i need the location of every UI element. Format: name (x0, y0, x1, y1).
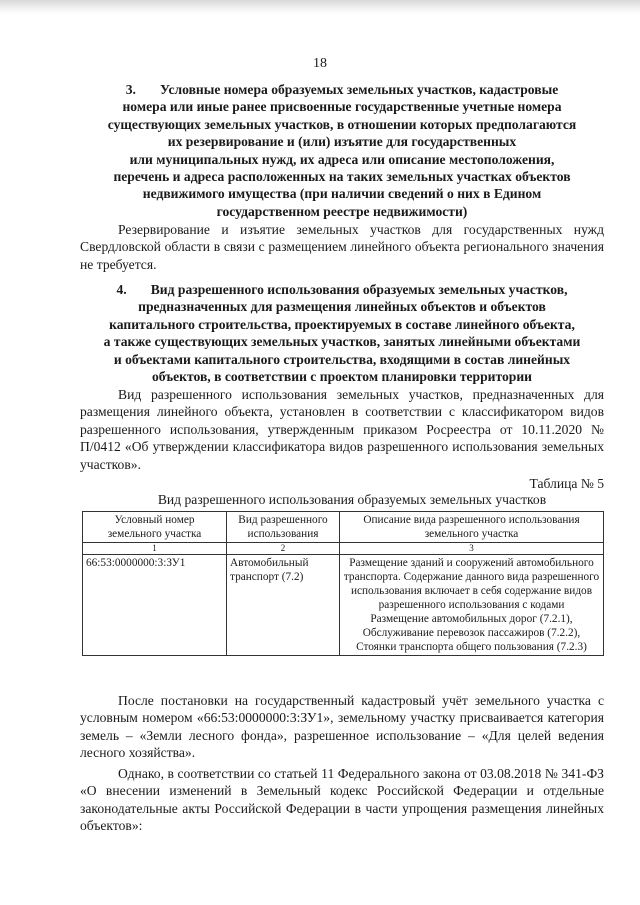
section-4-title-line: Вид разрешенного использования образуемых земельных участков, (150, 282, 568, 297)
page-number: 18 (313, 56, 327, 71)
table-column-number: 3 (340, 543, 604, 555)
section-4-title-line: объектов, в соответствии с проектом планировки территории (151, 369, 533, 385)
section-3-title-line: номера или иные ранее присвоенные государственные учетные номера (122, 99, 562, 115)
table-column-number: 2 (227, 543, 340, 555)
table-column-number-row (83, 543, 604, 555)
section-3-number: 3. (125, 82, 136, 97)
table-column-number: 1 (83, 543, 227, 555)
table-description-line: Стоянки транспорта общего пользования (7.2.3) (356, 641, 587, 653)
section-3-heading (80, 81, 604, 220)
table-header-cell: Описание вида разрешенного использования земельного участка (340, 512, 604, 543)
section-4-number: 4. (116, 282, 127, 297)
section-4-title-line: а также существующих земельных участков, занятых линейными объектами (103, 334, 581, 350)
table-label: Таблица № 5 (529, 476, 604, 491)
section-3-title-line: государственном реестре недвижимости) (216, 203, 468, 219)
land-use-table (82, 511, 604, 656)
table-header-cell: Вид разрешенного использования (227, 512, 340, 543)
section-3-title-line: или муниципальных нужд, их адреса или описание местоположения, (129, 151, 555, 167)
section-3-title-line: Условные номера образуемых земельных участков, кадастровые (159, 82, 559, 97)
scan-top-edge (0, 0, 640, 14)
section-4-heading (80, 281, 604, 385)
section-3-title-line: их резервирование и (или) изъятие для государственных (167, 134, 517, 150)
section-3-title-line: существующих земельных участков, в отношении которых предполагаются (107, 116, 577, 132)
table-cell-use-type: Автомобильный транспорт (7.2) (227, 555, 340, 656)
paragraph-law: Однако, в соответствии со статьей 11 Федерального закона от 03.08.2018 № 341-ФЗ «О внесении изменений в Земельный кодекс Российской Федерации и отдельные законодательные акты Российской Федерации в части упрощения размещения линейных объектов»: (80, 766, 604, 834)
table-header-row (83, 512, 604, 543)
table-description-line: Размещение зданий и сооружений автомобильного транспорта. Содержание данного вида разрешенного использования включает в себя содержание видов разрешенного использования с кодами (343, 557, 600, 611)
table-row (83, 555, 604, 656)
paragraph-after-table: После постановки на государственный кадастровый учёт земельного участка с условным номером «66:53:0000000:3:ЗУ1», земельному участку присваивается категория земель – «Земли лесного фонда», разрешенное использование – «Для целей ведения лесного хозяйства». (80, 693, 604, 761)
section-4-paragraph: Вид разрешенного использования земельных участков, предназначенных для размещения линейного объекта, установлен в соответствии с классификатором видов разрешенного использования, утвержденным приказом Росреестра от 10.11.2020 № П/0412 «Об утверждении классификатора видов разрешенного использования земельных участков». (80, 387, 604, 472)
section-4-title-line: капитального строительства, проектируемых в составе линейного объекта, (109, 316, 575, 332)
section-4-title-line: предназначенных для размещения линейных объектов и объектов (138, 299, 546, 315)
section-3-title-line: перечень и адреса расположенных на таких земельных участках объектов (113, 169, 571, 185)
section-3-paragraph: Резервирование и изъятие земельных участков для государственных нужд Свердловской области в связи с размещением линейного объекта регионального значения не требуется. (80, 222, 604, 272)
section-3-title-line: недвижимого имущества (при наличии сведений о них в Едином (142, 186, 542, 202)
table-description-line: Размещение автомобильных дорог (7.2.1), (370, 613, 573, 625)
table-title: Вид разрешенного использования образуемых земельных участков (157, 492, 547, 507)
table-cell-plot-number: 66:53:0000000:3:ЗУ1 (83, 555, 227, 656)
table-cell-description (340, 555, 604, 656)
table-header-cell: Условный номер земельного участка (83, 512, 227, 543)
table-description-line: Обслуживание перевозок пассажиров (7.2.2), (362, 627, 581, 639)
section-4-title-line: и объектами капитального строительства, входящими в состав линейных (113, 351, 571, 367)
